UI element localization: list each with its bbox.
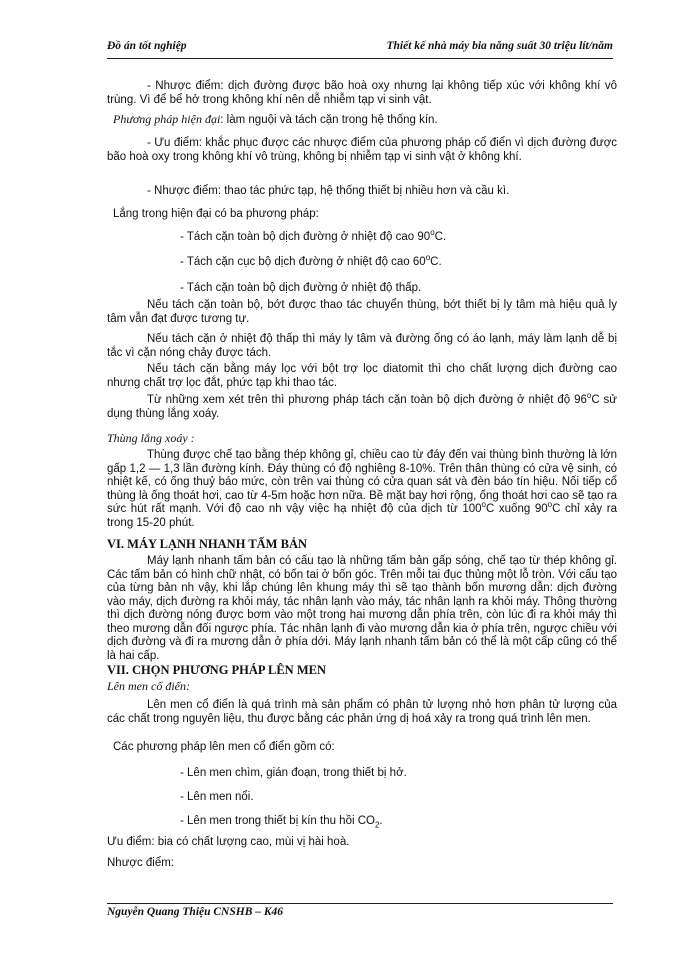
paragraph-filter: Nếu tách cặn bằng máy lọc với bột trợ lọc diatomit thì cho chất lượng dịch đường cao nhưng chất trợ lọc đắt, phức tạp khi thao tác. — [107, 363, 617, 389]
paragraph-disadvantage-label: Nhược điểm: — [107, 857, 175, 869]
paragraph-advantage-classic: Ưu điểm: bia có chất lượng cao, mùi vị hài hoà. — [107, 836, 350, 848]
co2-subscript: 2 — [374, 820, 380, 830]
fermentation-3-end: . — [379, 815, 383, 827]
paragraph-classic-fermentation: Lên men cổ điển là quá trình mà sản phẩm có phân tử lượng nhỏ hơn phân tử lượng của các chất trong nguyên liệu, thu được bằng các phản ứng dị hoá xảy ra trong quá trình lên men. — [107, 699, 617, 725]
degree-symbol: o — [425, 253, 431, 263]
paragraph-whirlpool — [107, 449, 617, 530]
whirlpool-text-3: C chỉ xảy ra trong 15-20 phút. — [107, 503, 617, 529]
header-right-text: Thiết kế nhà máy bia năng suất 30 triệu lít/năm — [386, 40, 613, 52]
whirlpool-text: Thùng được chế tạo bằng thép không gỉ, chiều cao từ đáy đến vai thùng bình thường là lớn gấp 1,2 — 1,3 lần đường kính. Đáy thùng có độ nghiêng 8-10%. Trên thân thùng có cửa vệ sinh, có nhiệt kế, có ống thuỷ báo mức, còn trên vai thùng có cửa quan sát và đèn báo tín hiệu. Nối tiếp cổ thùng là ống thoát hơi, cao từ 4-5m hoặc hơn nữa. Bề mặt bay hơi rộng, ống thoát hơi cao sẽ tạo ra sức hút rất mạnh. Với độ cao nh vậy việc hạ nhiệt độ của dịch từ 100 — [107, 449, 617, 515]
method-1-unit: C. — [434, 231, 447, 243]
degree-symbol: o — [481, 500, 486, 510]
conclusion-text: Từ những xem xét trên thì phương pháp tách cặn toàn bộ dịch đường ở nhiệt độ 96 — [147, 394, 587, 406]
subheading-classic-fermentation: Lên men cổ điển: — [107, 679, 190, 693]
list-item-fermentation-2: - Lên men nổi. — [180, 791, 254, 803]
subheading-whirlpool: Thùng lắng xoáy : — [107, 431, 195, 445]
section-heading-vi: VI. MÁY LẠNH NHANH TẤM BẢN — [107, 537, 307, 551]
header-left-text: Đồ án tốt nghiệp — [107, 40, 187, 52]
paragraph-conclusion — [107, 391, 617, 421]
degree-symbol: o — [547, 500, 553, 510]
paragraph-advantage-modern: - Ưu điểm: khắc phục được các nhược điểm của phương pháp cổ điển vì dịch đường được bão hoà oxy trong không khí vô trùng, không bị nhiễm tạp vi sinh vật ở không khí. — [107, 137, 617, 163]
degree-symbol: o — [430, 228, 435, 238]
method-1-text: - Tách cặn toàn bộ dịch đường ở nhiệt độ cao 90 — [180, 231, 431, 243]
list-item-fermentation-1: - Lên men chìm, gián đoạn, trong thiết bị hở. — [180, 767, 407, 779]
list-item-method-1 — [180, 228, 610, 245]
page-header — [107, 40, 613, 58]
list-item-method-2 — [180, 253, 610, 270]
section-heading-vii: VII. CHỌN PHƯƠNG PHÁP LÊN MEN — [107, 663, 326, 677]
method-2-text: - Tách cặn cục bộ dịch đường ở nhiệt độ cao 60 — [180, 256, 426, 268]
paragraph-disadvantage-classic: - Nhược điểm: dịch đường được bão hoà oxy nhưng lại không tiếp xúc với không khí vô trùng. Vì để bể hở trong không khí nên dễ nhiễm tạp vi sinh vật. — [107, 80, 617, 106]
fermentation-3-text: - Lên men trong thiết bị kín thu hồi CO — [180, 815, 375, 827]
degree-symbol: o — [586, 391, 592, 401]
whirlpool-text-2: C xuống 90 — [486, 503, 548, 515]
paragraph-modern-method — [113, 113, 623, 128]
paragraph-full-separation: Nếu tách cặn toàn bộ, bớt được thao tác chuyển thùng, bớt thiết bị ly tâm mà hiệu quả ly tâm vẫn đạt được tương tự. — [107, 299, 617, 325]
modern-method-text: : làm nguội và tách cặn trong hệ thống kín. — [220, 114, 438, 126]
list-item-fermentation-3 — [180, 815, 610, 829]
footer-rule — [107, 903, 613, 904]
conclusion-text-end: C sử dụng thùng lắng xoáy. — [107, 394, 617, 420]
paragraph-three-methods: Lắng trong hiện đại có ba phương pháp: — [113, 208, 319, 220]
page-footer: Nguyễn Quang Thiệu CNSHB – K46 — [107, 906, 284, 918]
header-rule — [107, 58, 613, 59]
paragraph-disadvantage-modern: - Nhược điểm: thao tác phức tạp, hệ thống thiết bị nhiều hơn và cầu kì. — [147, 185, 510, 197]
paragraph-plate-cooler: Máy lạnh nhanh tấm bản có cấu tạo là những tấm bản gấp sóng, chế tạo từ thép không gỉ. Các tấm bản có hình chữ nhật, có bốn tai ở bốn góc. Trên mỗi tai đục thủng một lỗ tròn. Với cấu tạo của từng bản nh vậy, khi lắp chúng lên khung máy thì sẽ tạo thành bốn mương dẫn: dịch đường vào máy, dịch đường ra khỏi máy, tác nhân lạnh vào máy, tác nhân lạnh ra khỏi máy. Thông thường thì dịch đường nóng được bơm vào một trong hai mương dẫn phía trên, còn lúc đi ra khỏi máy thì theo mương dẫn đối ngược phía. Tác nhân lạnh đi vào mương dẫn kia ở phía trên, ngược chiều với dịch đường và đi ra mương dẫn ở phía dới. Máy lạnh nhanh tấm bản có thể là một cấp cũng có thể là hai cấp. — [107, 555, 617, 662]
method-2-unit: C. — [430, 256, 442, 268]
modern-method-label: Phương pháp hiện đại — [113, 112, 221, 126]
paragraph-low-temp: Nếu tách cặn ở nhiệt độ thấp thì máy ly tâm và đường ống có áo lạnh, máy làm lạnh dễ bị tắc vì cặn nóng chảy được tách. — [107, 333, 617, 359]
list-item-method-3: - Tách cặn toàn bộ dịch đường ở nhiệt độ thấp. — [180, 282, 422, 294]
paragraph-classic-methods: Các phương pháp lên men cổ điển gồm có: — [113, 741, 335, 753]
